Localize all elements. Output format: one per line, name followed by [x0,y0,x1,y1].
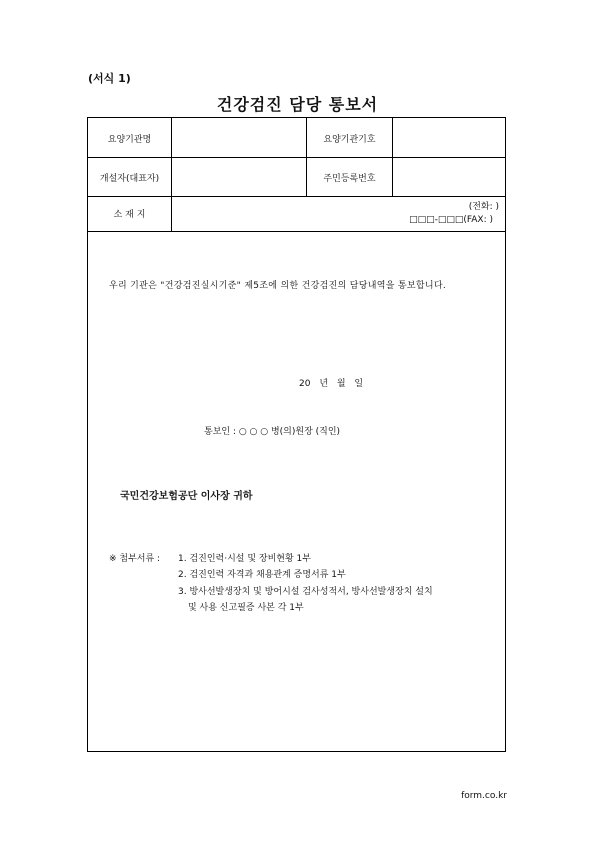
address-label: 소 재 지 [113,210,146,220]
form-table [87,117,506,752]
fax-field-label: □□□-□□□(FAX: ) [409,215,493,225]
form-number: (서식 1) [88,72,131,85]
institution-code-field[interactable] [393,118,505,157]
date-line: 20 년 월 일 [299,379,364,389]
attachment-item: 1. 검진인력·시설 및 장비현황 1부 [178,554,311,564]
reporter-line: 통보인 : ○ ○ ○ 병(의)원장 (직인) [204,427,341,437]
resident-number-label: 주민등록번호 [323,174,376,184]
divider [306,118,307,196]
divider [88,231,505,232]
phone-field-label: (전화: ) [468,202,499,212]
addressee: 국민건강보험공단 이사장 귀하 [120,491,253,502]
resident-number-field[interactable] [393,158,505,196]
institution-name-label: 요양기관명 [107,135,152,145]
page-title: 건강검진 담당 통보서 [216,95,379,114]
attachment-item: 2. 검진인력 자격과 채용관계 증명서류 1부 [178,570,346,580]
footer-watermark: form.co.kr [461,791,507,801]
institution-name-field[interactable] [172,118,306,157]
attachment-item: 및 사용 신고필증 사본 각 1부 [188,603,304,613]
founder-field[interactable] [172,158,306,196]
attachments-prefix: ※ 첨부서류 : [109,554,161,564]
attachment-item: 3. 방사선발생장치 및 방어시설 검사성적서, 방사선발생장치 설치 [178,587,433,597]
notice-text: 우리 기관은 "건강검진실시기준" 제5조에 의한 건강검진의 담당내역을 통보합니다. [109,281,446,291]
address-field[interactable] [172,197,505,231]
institution-code-label: 요양기관기호 [323,135,376,145]
founder-label: 개설자(대표자) [99,174,160,184]
